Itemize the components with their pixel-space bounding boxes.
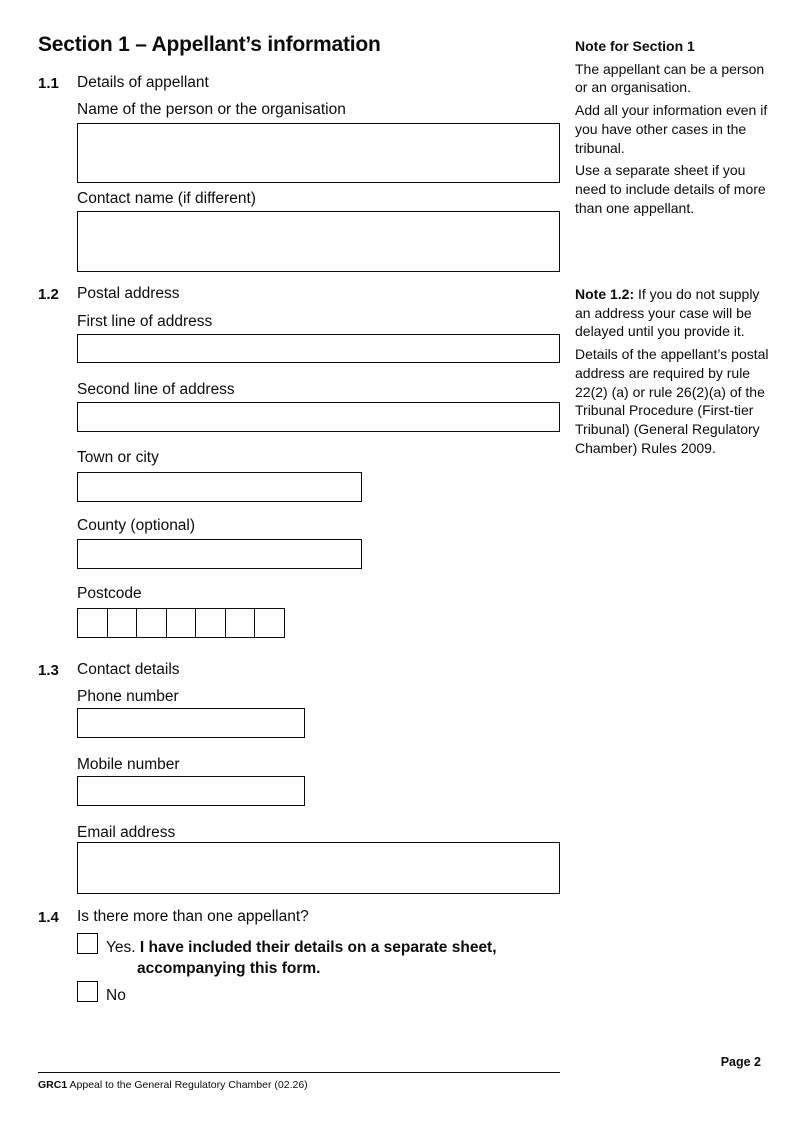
postcode-char-box[interactable] [254, 608, 285, 638]
note-1-2-rules-paragraph: Details of the appellant’s postal address are required by rule 22(2) (a) or rule 26(2)(a) of the Tribunal Procedure (First-tier Tribunal) (General Regulatory Chamber) Rules 2009. [575, 346, 769, 456]
note-1-2-intro [575, 285, 770, 341]
note-1-2-heading: Note 1.2: [575, 286, 635, 302]
question-text-1-2: Postal address [77, 285, 180, 302]
postcode-char-box[interactable] [136, 608, 167, 638]
phone-field[interactable] [77, 708, 305, 738]
question-text-1-4: Is there more than one appellant? [77, 908, 309, 925]
question-number-1-4: 1.4 [38, 909, 59, 926]
address-line2-label: Second line of address [77, 381, 235, 398]
postcode-char-box[interactable] [225, 608, 256, 638]
question-number-1-3: 1.3 [38, 662, 59, 679]
no-checkbox[interactable] [77, 981, 98, 1002]
yes-statement-line2: accompanying this form. [137, 960, 321, 977]
postcode-char-box[interactable] [166, 608, 197, 638]
question-text-1-3: Contact details [77, 661, 180, 678]
note-1-2-paragraph: If you do not supply an address your case will be delayed until you provide it. [575, 286, 760, 340]
mobile-label: Mobile number [77, 756, 180, 773]
address-line2-field[interactable] [77, 402, 560, 432]
no-option-label: No [106, 987, 126, 1004]
email-field[interactable] [77, 842, 560, 894]
note-section-1 [575, 37, 770, 221]
note-1-2 [575, 285, 770, 461]
question-number-1-1: 1.1 [38, 75, 59, 92]
postcode-char-box[interactable] [195, 608, 226, 638]
town-field[interactable] [77, 472, 362, 502]
note-section-1-paragraph: Add all your information even if you have other cases in the tribunal. [575, 102, 768, 156]
contact-name-label: Contact name (if different) [77, 190, 256, 207]
note-section-1-heading: Note for Section 1 [575, 38, 695, 54]
mobile-field[interactable] [77, 776, 305, 806]
yes-statement-line1: I have included their details on a separate sheet, [139, 939, 497, 956]
postcode-char-box[interactable] [107, 608, 138, 638]
note-section-1-paragraph: The appellant can be a person or an organisation. [575, 60, 765, 96]
county-label: County (optional) [77, 517, 196, 534]
question-number-1-2: 1.2 [38, 286, 59, 303]
page-title: Section 1 – Appellant’s information [38, 33, 381, 56]
postcode-char-box[interactable] [77, 608, 108, 638]
yes-checkbox[interactable] [77, 933, 98, 954]
postcode-field [77, 608, 284, 638]
form-code: GRC1 [38, 1079, 68, 1091]
yes-option-label [106, 939, 497, 957]
yes-prefix: Yes. [106, 939, 136, 956]
question-text-1-1: Details of appellant [77, 74, 209, 91]
address-line1-field[interactable] [77, 334, 560, 363]
footer-text [38, 1079, 308, 1091]
note-section-1-paragraph: Use a separate sheet if you need to include details of more than one appellant. [575, 162, 766, 216]
email-label: Email address [77, 824, 176, 841]
phone-label: Phone number [77, 688, 179, 705]
footer-divider [38, 1072, 560, 1073]
form-title: Appeal to the General Regulatory Chamber (02.26) [69, 1079, 308, 1091]
town-label: Town or city [77, 449, 159, 466]
name-label: Name of the person or the organisation [77, 101, 346, 118]
address-line1-label: First line of address [77, 313, 213, 330]
county-field[interactable] [77, 539, 362, 569]
yes-statement-continuation [137, 960, 320, 978]
postcode-label: Postcode [77, 585, 142, 602]
page-number: Page 2 [720, 1055, 761, 1069]
name-field[interactable] [77, 123, 560, 183]
contact-name-field[interactable] [77, 211, 560, 272]
